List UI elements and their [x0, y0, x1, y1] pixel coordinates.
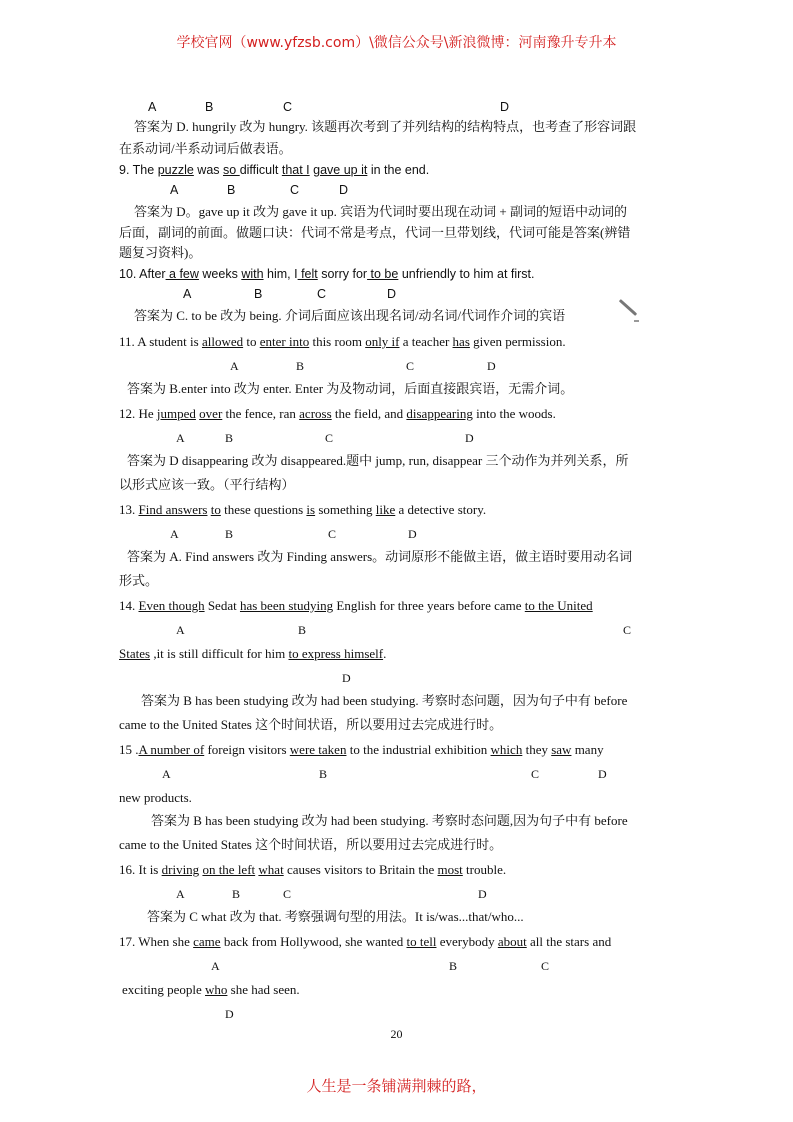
option-letter: C	[531, 767, 540, 781]
option-letter: B	[298, 623, 307, 637]
question-14: 14. Even though Sedat has been studying English for three years before came to the United	[119, 598, 593, 613]
question-17-line-2: exciting people who she had seen.	[122, 982, 300, 997]
answer-10: 答案为 C. to be 改为 being. 介词后面应该出现名词/动名词/代词作介词的宾语	[134, 308, 566, 323]
option-letter: D	[598, 767, 607, 781]
option-letter: B	[225, 527, 234, 541]
option-letter: B	[449, 959, 458, 973]
question-15: 15 .A number of foreign visitors were taken to the industrial exhibition which they saw many	[119, 742, 604, 757]
question-16: 16. It is driving on the left what causes visitors to Britain the most trouble.	[119, 862, 507, 877]
option-letter: A	[176, 887, 185, 901]
option-letter: A	[148, 100, 157, 114]
option-letter: C	[325, 431, 334, 445]
option-letter: C	[283, 100, 293, 114]
option-letter: C	[541, 959, 550, 973]
question-9: 9. The puzzle was so difficult that I gave up it in the end.	[119, 163, 430, 177]
question-12: 12. He jumped over the fence, ran across the field, and disappearing into the woods.	[119, 406, 556, 421]
option-letter: C	[623, 623, 632, 637]
option-letter: A	[230, 359, 239, 373]
option-letter: B	[205, 100, 214, 114]
option-letter: A	[162, 767, 171, 781]
option-letter: C	[317, 287, 327, 301]
option-letter: D	[342, 671, 351, 685]
answer-8-line-2: 在系动词/半系动词后做表语。	[119, 141, 292, 156]
answer-14-line-2: came to the United States 这个时间状语，所以要用过去完成进行时。	[119, 717, 503, 732]
option-letter: B	[232, 887, 241, 901]
option-letter: D	[408, 527, 417, 541]
option-letter: D	[478, 887, 487, 901]
question-10: 10. After a few weeks with him, I felt sorry for to be unfriendly to him at first.	[119, 267, 535, 281]
page-header: 学校官网（www.yfzsb.com）\微信公众号\新浪微博：河南豫升专升本	[176, 35, 617, 51]
answer-12-line-2: 以形式应该一致。（平行结构）	[119, 477, 295, 492]
answer-9-line-2: 后面，副词的前面。做题口诀：代词不常是考点，代词一旦带划线，代词可能是答案(辨错	[119, 225, 631, 240]
answer-15-line-1: 答案为 B has been studying 改为 had been studying. 考察时态问题,因为句子中有 before	[151, 813, 628, 828]
answer-13-line-1: 答案为 A. Find answers 改为 Finding answers。动词原形不能做主语，做主语时要用动名词	[127, 549, 633, 564]
question-11: 11. A student is allowed to enter into this room only if a teacher has given permission.	[119, 334, 566, 349]
pen-icon	[619, 299, 637, 316]
page-footer: 人生是一条铺满荆棘的路，	[306, 1077, 487, 1095]
option-letter: A	[170, 527, 179, 541]
answer-9-line-3: 题复习资料)。	[119, 245, 202, 260]
question-14-line-2: States ,it is still difficult for him to express himself.	[119, 646, 387, 661]
option-letter: A	[211, 959, 220, 973]
answer-15-line-2: came to the United States 这个时间状语，所以要用过去完成进行时。	[119, 837, 503, 852]
option-letter: A	[183, 287, 192, 301]
question-15-line-2: new products.	[119, 790, 192, 805]
option-letter: C	[290, 183, 300, 197]
option-letter: D	[465, 431, 474, 445]
option-letter: C	[328, 527, 337, 541]
option-letter: B	[227, 183, 236, 197]
answer-12-line-1: 答案为 D disappearing 改为 disappeared.题中 jump, run, disappear 三个动作为并列关系，所	[127, 453, 629, 468]
answer-9-line-1: 答案为 D。gave up it 改为 gave it up. 宾语为代词时要出现在动词 + 副词的短语中动词的	[134, 204, 627, 219]
answer-13-line-2: 形式。	[119, 573, 159, 588]
question-17: 17. When she came back from Hollywood, she wanted to tell everybody about all the stars and	[119, 934, 612, 949]
option-letter: B	[254, 287, 263, 301]
pen-tip-icon	[634, 320, 639, 322]
option-letter: D	[387, 287, 397, 301]
option-letter: A	[170, 183, 179, 197]
option-letter: B	[319, 767, 328, 781]
option-letter: C	[283, 887, 292, 901]
answer-11: 答案为 B.enter into 改为 enter. Enter 为及物动词，后面直接跟宾语，无需介词。	[127, 381, 574, 396]
option-letter: D	[487, 359, 496, 373]
option-letter: A	[176, 431, 185, 445]
answer-16: 答案为 C what 改为 that. 考察强调句型的用法。It is/was...that/who...	[147, 909, 524, 924]
option-letter: D	[339, 183, 349, 197]
option-letter: C	[406, 359, 415, 373]
option-letter: D	[500, 100, 510, 114]
option-letter: B	[296, 359, 305, 373]
answer-14-line-1: 答案为 B has been studying 改为 had been studying. 考察时态问题，因为句子中有 before	[141, 693, 628, 708]
option-letter: B	[225, 431, 234, 445]
answer-8-line-1: 答案为 D. hungrily 改为 hungry. 该题再次考到了并列结构的结构特点，也考查了形容词跟	[134, 119, 637, 134]
option-letter: D	[225, 1007, 234, 1021]
question-13: 13. Find answers to these questions is something like a detective story.	[119, 502, 487, 517]
page-number: 20	[390, 1027, 403, 1041]
option-letter: A	[176, 623, 185, 637]
